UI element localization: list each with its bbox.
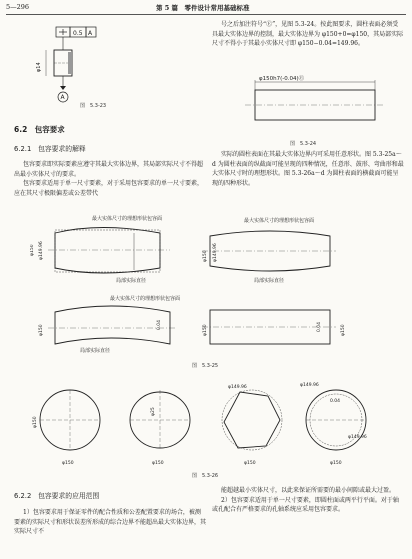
dim: φ150 [62, 461, 74, 466]
dim: φ150 [203, 250, 208, 262]
label: 最大实体尺寸的理想形状包容面 [244, 218, 315, 224]
page-header [6, 2, 406, 15]
dim: φ150 [341, 324, 346, 336]
caption-5-3-25: 图 5.3-25 [192, 363, 219, 369]
subsection-title-6-2-1: 6.2.1 包容要求的解释 [14, 145, 86, 153]
dim: φ150 [30, 244, 35, 256]
caption-5-3-23: 图 5.3-23 [80, 103, 107, 109]
dim: φ150 [330, 461, 342, 466]
datum-circle-letter: A [60, 94, 65, 101]
label: 最大实体尺寸的理想形状包容面 [92, 216, 163, 222]
subsection-title-6-2-2: 6.2.2 包容要求的应用范围 [14, 492, 100, 500]
chapter-title: 第 5 篇 零件设计常用基础标准 [156, 4, 250, 12]
dim: φ149.96 [213, 243, 218, 262]
figure-5-3-24 [215, 72, 405, 130]
dim: φ149.96 [228, 385, 247, 390]
label: 局部实际直径 [80, 348, 111, 354]
right-mid-text [212, 150, 404, 188]
dim: 0.04 [330, 399, 341, 404]
section-title-6-2: 6.2 包容要求 [14, 125, 65, 134]
figure-5-3-26 [30, 372, 400, 472]
dim: φ149.96 [39, 241, 44, 260]
dim: 0.04 [317, 321, 322, 332]
caption-5-3-26: 图 5.3-26 [192, 473, 219, 479]
paragraph: 能超越最小实体尺寸，以此来保证所需要的最小间隙或最大过盈。 [221, 487, 396, 494]
paragraph: 实际的圆柱表面在其最大实体边界内可采用任意形状。图 5.3-25a～d 为圆柱表面的纵截面可能呈现的四种情况，任意形、鼓形、弯曲形和最大实体尺寸时的理想形状。图 5.3-26a～d 为圆柱表面的横截面可能呈现的四种形状。 [212, 151, 404, 187]
dim: φ149.96 [300, 383, 319, 388]
dim: φ149.96 [348, 435, 367, 440]
datum-letter: A [88, 30, 93, 37]
left-text-6-2-1 [14, 160, 206, 198]
dimension-label: φ150h7(-0.04)Ⓔ [259, 76, 305, 82]
left-text-6-2-2 [14, 508, 206, 537]
page-number: 5—296 [6, 3, 30, 11]
dim: φ150 [33, 416, 38, 428]
paragraph: 号之后加注符号“Ⓔ”，见图 5.3-24。按此图要求，圆柱表面必须受具最大实体边界的控制，最大实体边界为 φ150+0=φ150，其局部实际尺寸不得小于其最小实体尺寸即 φ150−0.04=149.96。 [212, 21, 404, 48]
label: 局部实际直径 [116, 278, 147, 284]
paragraph: 包容要求适用于单一尺寸要素，对于采用包容要求的单一尺寸要素，应在其尺寸极限偏差或公差带代 [14, 180, 204, 197]
dim: φ150 [203, 324, 208, 336]
right-bottom-text [212, 486, 404, 515]
label: 局部实际直径 [254, 278, 285, 284]
dim: φ25 [151, 407, 156, 416]
dim: 0.04 [157, 319, 162, 330]
paragraph: 2）包容要求适用于单一尺寸要素，即圆柱面或两平行平面。对于轴或孔配合有严格要求的孔轴系统应采用包容要求。 [212, 496, 399, 514]
figure-5-3-25 [30, 208, 400, 358]
figure-5-3-23 [20, 22, 190, 112]
paragraph: 包容要求即实际要素应遵守其最大实体边界，其局部实际尺寸不得超出最小实体尺寸的要求。 [14, 161, 204, 178]
right-top-text [212, 20, 404, 49]
dim: φ150 [244, 461, 256, 466]
dim: φ150 [39, 324, 44, 336]
paragraph: 1）包容要求用于保证零件的配合性质和公差配置要求的场合，被测要素的实际尺寸和形状误差所形成的综合边界不能超出最大实体边界，其实际尺寸不 [14, 509, 207, 536]
label: 最大实体尺寸的理想形状包容面 [110, 296, 181, 302]
caption-5-3-24: 图 5.3-24 [290, 141, 317, 147]
diameter-dim: φ14 [36, 62, 42, 72]
dim: φ150 [152, 461, 164, 466]
tolerance-value: 0.5 [73, 30, 83, 37]
